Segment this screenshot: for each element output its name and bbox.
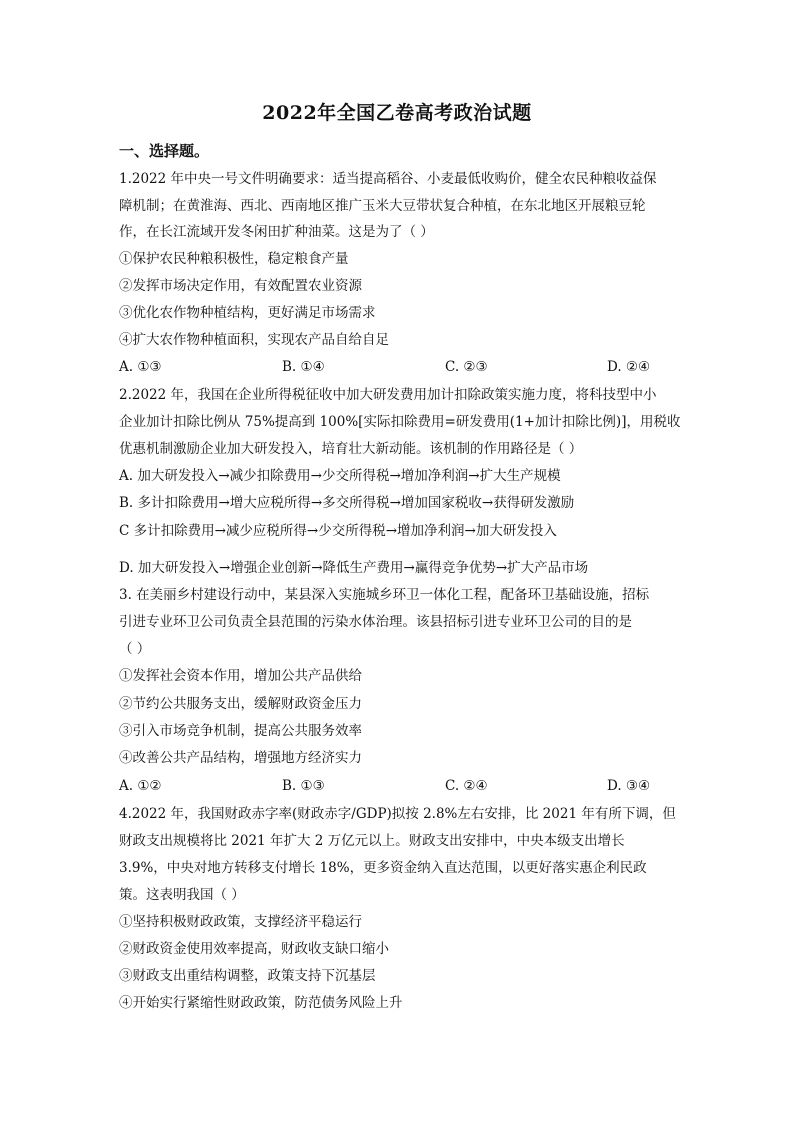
q1-option-c: C. ②③ [445,359,488,375]
q1-options [119,358,679,376]
q1-stem-line-3: 作，在长江流域开发冬闲田扩种油菜。这是为了（ ） [119,224,434,240]
q4-statement-2: ②财政资金使用效率提高，财政收支缺口缩小 [119,941,389,957]
q3-stem-line-1: 3. 在美丽乡村建设行动中，某县深入实施城乡环卫一体化工程，配备环卫基础设施，招标 [119,587,650,603]
q2-option-b: B. 多计扣除费用→增大应税所得→多交所得税→增加国家税收→获得研发激励 [119,495,575,511]
q3-stem-line-3: （ ） [119,641,151,657]
q4-stem-line-4: 策。这表明我国（ ） [119,887,245,903]
q4-statement-3: ③财政支出重结构调整，政策支持下沉基层 [119,968,376,984]
q3-stem-line-2: 引进专业环卫公司负责全县范围的污染水体治理。该县招标引进专业环卫公司的目的是 [119,614,632,630]
q1-option-b: B. ①④ [282,359,325,375]
q1-stem-line-2: 障机制；在黄淮海、西北、西南地区推广玉米大豆带状复合种植，在东北地区开展粮豆轮 [119,198,646,214]
q3-option-c: C. ②④ [445,778,488,794]
q3-options [119,777,679,795]
q1-stem-line-1: 1.2022 年中央一号文件明确要求：适当提高稻谷、小麦最低收购价，健全农民种粮收益保 [119,171,657,187]
q1-statement-3: ③优化农作物种植结构，更好满足市场需求 [119,305,376,321]
q3-statement-4: ④改善公共产品结构，增强地方经济实力 [119,750,362,766]
q3-option-b: B. ①③ [282,778,325,794]
q1-statement-1: ①保护农民种粮积极性，稳定粮食产量 [119,251,349,267]
q1-option-a: A. ①③ [119,359,162,375]
q4-statement-1: ①坚持积极财政政策，支撑经济平稳运行 [119,914,362,930]
q1-statement-2: ②发挥市场决定作用，有效配置农业资源 [119,278,362,294]
q2-option-d: D. 加大研发投入→增强企业创新→降低生产费用→赢得竞争优势→扩大产品市场 [119,560,589,576]
q3-statement-3: ③引入市场竞争机制，提高公共服务效率 [119,723,362,739]
q4-stem-line-3: 3.9%，中央对地方转移支付增长 18%，更多资金纳入直达范围，以更好落实惠企利民政 [119,860,647,876]
q3-statement-1: ①发挥社会资本作用，增加公共产品供给 [119,668,362,684]
q2-stem-line-3: 优惠机制激励企业加大研发投入，培育壮大新动能。该机制的作用路径是（ ） [119,441,583,457]
q4-statement-4: ④开始实行紧缩性财政政策，防范债务风险上升 [119,995,403,1011]
q2-stem-line-1: 2.2022 年，我国在企业所得税征收中加大研发费用加计扣除政策实施力度，将科技型中小 [119,387,657,403]
q1-option-d: D. ②④ [607,359,651,375]
q2-stem-line-2: 企业加计扣除比例从 75%提高到 100%[实际扣除费用=研发费用(1+加计扣除比例)]，用税收 [119,414,681,430]
section-heading: 一、选择题。 [119,142,210,160]
q3-option-a: A. ①② [119,778,162,794]
q2-option-a: A. 加大研发投入→减少扣除费用→少交所得税→增加净利润→扩大生产规模 [119,468,561,484]
document-title: 2022年全国乙卷高考政治试题 [262,102,532,124]
q1-statement-4: ④扩大农作物种植面积，实现农产品自给自足 [119,332,389,348]
q3-statement-2: ②节约公共服务支出，缓解财政资金压力 [119,696,362,712]
q4-stem-line-2: 财政支出规模将比 2021 年扩大 2 万亿元以上。财政支出安排中，中央本级支出增长 [119,833,625,849]
q3-option-d: D. ③④ [607,778,651,794]
q2-option-c: C 多计扣除费用→减少应税所得→少交所得税→增加净利润→加大研发投入 [119,523,557,539]
q4-stem-line-1: 4.2022 年，我国财政赤字率(财政赤字/GDP)拟按 2.8%左右安排，比 2021 年有所下调，但 [119,806,676,822]
